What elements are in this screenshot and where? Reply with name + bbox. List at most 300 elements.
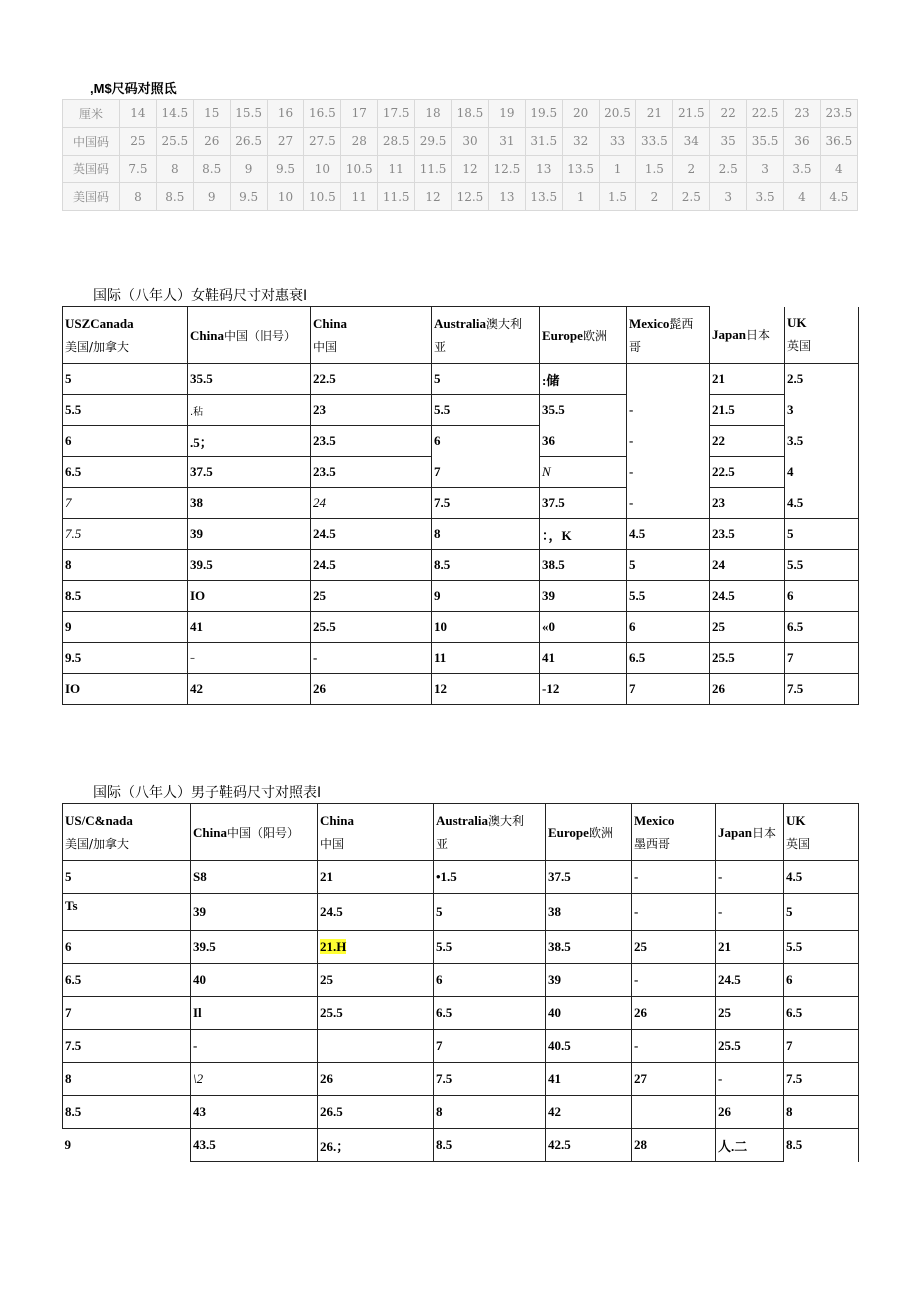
header-en-label: USZCanada [65,315,134,331]
men-size-cell: 7.5 [434,1063,546,1096]
header-en-label: UK [787,315,807,331]
header-en-label: China [190,327,224,343]
kids-chart-row [63,127,858,155]
kids-size-cell: 13 [525,155,562,183]
women-size-row [63,395,859,426]
men-size-cell: - [716,1063,784,1096]
women-size-cell: 24 [311,488,432,519]
women-header-cell [311,307,432,364]
header-en-label: Mexico [629,316,670,331]
men-header-cell [784,804,859,861]
kids-size-cell: 20 [562,100,599,128]
kids-size-cell: 36.5 [820,127,857,155]
men-size-cell: 26.5 [318,1096,434,1129]
kids-size-cell: 26.5 [230,127,267,155]
women-size-cell: 5.5 [785,550,859,581]
men-size-cell: 7 [63,997,191,1030]
men-size-row [63,1129,859,1162]
header-cn-label: 日本 [745,328,770,343]
kids-size-cell: 2.5 [673,183,710,211]
women-size-cell: - [311,643,432,674]
header-cn-label: 英国 [786,836,811,851]
header-en-label: Europe [542,327,583,343]
kids-size-cell: 15.5 [230,100,267,128]
women-size-cell: - [627,488,710,519]
men-size-cell: 7.5 [63,1030,191,1063]
men-size-cell: 38.5 [546,931,632,964]
men-size-cell [318,1030,434,1063]
kids-size-cell: 22.5 [747,100,784,128]
women-size-cell: 39 [540,581,627,612]
men-size-cell: 5 [434,894,546,931]
men-size-cell: 26 [716,1096,784,1129]
men-size-cell: 6 [63,931,191,964]
women-size-cell: 37.5 [188,457,311,488]
men-size-cell: 7 [784,1030,859,1063]
women-size-cell: 3.5 [785,426,859,457]
men-size-row [63,931,859,964]
women-size-cell: 7 [432,457,540,488]
women-size-cell: 9 [432,581,540,612]
women-size-cell: -12 [540,674,627,705]
women-header-cell [785,307,859,364]
kids-size-cell: 8 [156,155,193,183]
kids-size-cell: 9 [230,155,267,183]
kids-size-cell: 1.5 [599,183,636,211]
kids-size-cell: 2 [636,183,673,211]
women-size-cell: 24.5 [311,550,432,581]
men-size-cell: 5.5 [784,931,859,964]
kids-size-cell: 3.5 [784,155,821,183]
header-cn-label: 中国（旧号） [223,328,296,343]
kids-size-cell: 17.5 [378,100,415,128]
kids-size-cell: 22 [710,100,747,128]
kids-size-cell: 13.5 [562,155,599,183]
men-size-cell [318,931,434,964]
women-size-cell: 35.5 [188,364,311,395]
header-cn-label: 澳大利 [486,317,523,331]
header-en-label: China [313,315,347,331]
kids-size-cell: 2.5 [710,155,747,183]
women-size-cell: 42 [188,674,311,705]
men-size-cell: 42.5 [546,1129,632,1162]
men-size-cell: S8 [191,861,318,894]
kids-size-cell: 26 [193,127,230,155]
kids-size-cell: 29.5 [415,127,452,155]
women-header-cell [63,307,188,364]
men-size-cell: 5 [63,861,191,894]
kids-size-cell: 16.5 [304,100,341,128]
women-size-cell: 9 [63,612,188,643]
men-size-cell: 8.5 [784,1129,859,1162]
women-size-cell: 21 [710,364,785,395]
men-size-cell: 7 [434,1030,546,1063]
women-size-row [63,581,859,612]
kids-size-cell: 21 [636,100,673,128]
kids-size-cell: 10.5 [304,183,341,211]
women-size-cell: .5； [188,426,311,457]
men-size-cell: 5.5 [434,931,546,964]
women-size-cell: 7 [785,643,859,674]
kids-size-cell: 11.5 [415,155,452,183]
kids-size-cell: 3 [747,155,784,183]
men-size-cell: 25.5 [716,1030,784,1063]
men-size-cell: 6 [784,964,859,997]
men-size-cell: 40 [546,997,632,1030]
men-size-cell: 43 [191,1096,318,1129]
women-size-cell: 21.5 [710,395,785,426]
men-size-cell: 8 [784,1096,859,1129]
kids-size-cell: 1 [599,155,636,183]
header-en-label: Mexico [634,812,675,828]
women-size-cell: 41 [540,643,627,674]
header-cn-label: 日本 [751,825,776,840]
men-header-row [63,804,859,861]
women-size-cell: 22.5 [311,364,432,395]
men-size-cell: 26 [632,997,716,1030]
kids-size-cell: 8.5 [156,183,193,211]
men-size-cell: 27 [632,1063,716,1096]
men-size-cell: 25 [716,997,784,1030]
women-size-cell: «0 [540,612,627,643]
kids-size-cell: 35.5 [747,127,784,155]
men-size-row [63,964,859,997]
header-cn-label: 澳大利 [488,814,525,828]
women-size-cell: 26 [710,674,785,705]
women-size-cell: 25.5 [311,612,432,643]
kids-size-cell: 3.5 [747,183,784,211]
women-size-cell: 4.5 [785,488,859,519]
men-size-cell: - [632,1030,716,1063]
men-size-cell: - [716,861,784,894]
women-size-cell: 6 [432,426,540,457]
header-cn-label: 美国/加拿大 [65,836,130,851]
men-size-cell: 39 [191,894,318,931]
kids-size-cell: 36 [784,127,821,155]
kids-size-chart [62,99,858,211]
header-cn-label: 欧洲 [582,328,607,343]
kids-size-cell: 16 [267,100,304,128]
kids-size-cell: 4.5 [820,183,857,211]
men-size-cell: 8 [63,1063,191,1096]
women-size-cell: 7.5 [785,674,859,705]
men-size-cell: 21 [716,931,784,964]
kids-size-cell: 2 [673,155,710,183]
kids-size-cell: 1 [562,183,599,211]
men-size-cell: •1.5 [434,861,546,894]
women-size-cell: 5 [432,364,540,395]
men-size-cell: 26 [318,1063,434,1096]
women-size-cell: :储 [540,364,627,395]
women-size-row [63,488,859,519]
men-size-cell: 6.5 [63,964,191,997]
kids-size-cell: 9 [193,183,230,211]
kids-size-cell: 4 [820,155,857,183]
kids-chart-row [63,100,858,128]
kids-size-cell: 3 [710,183,747,211]
kids-size-cell: 34 [673,127,710,155]
women-size-cell: N [540,457,627,488]
women-size-cell: 11 [432,643,540,674]
women-size-cell: 25.5 [710,643,785,674]
men-table-title: 国际（八年人）男子鞋码尺寸对照表I [93,785,322,801]
header-en-label: Japan [712,327,746,343]
women-size-row [63,612,859,643]
kids-size-cell: 14 [120,100,157,128]
men-size-cell: 6.5 [784,997,859,1030]
kids-size-cell: 10 [267,183,304,211]
women-size-cell: 26 [311,674,432,705]
men-header-cell [632,804,716,861]
women-size-cell: 23.5 [311,426,432,457]
women-size-cell: 35.5 [540,395,627,426]
kids-size-cell: 8 [120,183,157,211]
women-size-cell: 8.5 [63,581,188,612]
women-size-cell: 41 [188,612,311,643]
kids-size-cell: 31.5 [525,127,562,155]
men-size-cell: 38 [546,894,632,931]
men-size-cell: 人.二 [716,1129,784,1162]
women-size-cell: 6 [785,581,859,612]
men-size-cell: 9 [63,1129,191,1162]
men-size-cell: 40.5 [546,1030,632,1063]
header-cn-label: 中国 [313,339,338,354]
men-size-row [63,1030,859,1063]
men-size-cell: 40 [191,964,318,997]
men-size-cell: - [632,964,716,997]
women-size-cell: 7 [627,674,710,705]
women-size-cell: 24.5 [710,581,785,612]
kids-size-cell: 20.5 [599,100,636,128]
men-size-cell: 28 [632,1129,716,1162]
men-size-cell: Ts [63,894,191,931]
women-size-cell: - [627,426,710,457]
men-size-cell: 4.5 [784,861,859,894]
kids-size-cell: 19.5 [525,100,562,128]
men-size-row [63,894,859,931]
women-size-cell: 22 [710,426,785,457]
women-size-cell: 9.5 [63,643,188,674]
men-header-cell [546,804,632,861]
header-cn-label: 墨西哥 [634,836,671,851]
men-size-cell: - [632,861,716,894]
header-en-label: US/C&nada [65,812,133,828]
women-header-cell [627,307,710,364]
women-size-cell: - [627,395,710,426]
kids-size-cell: 14.5 [156,100,193,128]
kids-size-cell: 27.5 [304,127,341,155]
men-size-cell: 39 [546,964,632,997]
men-size-cell: - [191,1030,318,1063]
women-size-cell: 7.5 [63,519,188,550]
kids-size-cell: 12 [452,155,489,183]
women-size-cell: 5.5 [627,581,710,612]
header-cn-label-cont: 哥 [629,340,642,354]
women-size-cell: 7.5 [432,488,540,519]
women-table-title: 国际（八年人）女鞋码尺寸对惠衰I [93,288,308,304]
women-size-table [62,306,859,705]
women-size-cell: 7 [63,488,188,519]
men-size-cell: 8.5 [434,1129,546,1162]
women-size-cell: 4.5 [627,519,710,550]
women-size-cell: 4 [785,457,859,488]
men-header-cell [716,804,784,861]
women-header-cell [540,307,627,364]
men-size-cell: 6 [434,964,546,997]
men-header-cell [434,804,546,861]
women-size-row [63,426,859,457]
men-header-cell [63,804,191,861]
header-en-label: Japan [718,824,752,840]
men-size-cell: 42 [546,1096,632,1129]
kids-size-cell: 32 [562,127,599,155]
header-cn-label: 欧洲 [588,825,613,840]
kids-size-cell: 8.5 [193,155,230,183]
header-cn-label: 中国（阳号） [226,825,299,840]
women-size-cell: – [188,643,311,674]
men-size-cell: - [716,894,784,931]
kids-size-cell: 33 [599,127,636,155]
men-size-cell: 21 [318,861,434,894]
women-header-row [63,307,859,364]
women-size-cell: IO [188,581,311,612]
kids-chart-row [63,155,858,183]
kids-size-cell: 18.5 [452,100,489,128]
men-size-cell: 25.5 [318,997,434,1030]
women-size-cell: 23 [311,395,432,426]
kids-size-cell: 9.5 [267,155,304,183]
women-size-cell: IO [63,674,188,705]
women-size-cell: 6.5 [627,643,710,674]
women-header-cell [188,307,311,364]
women-size-cell: 23 [710,488,785,519]
kids-row-label: 美国码 [63,183,120,211]
women-size-cell: 10 [432,612,540,643]
kids-size-cell: 4 [784,183,821,211]
women-size-cell: 39.5 [188,550,311,581]
header-cn-label-cont: 亚 [436,837,449,851]
women-header-cell [710,307,785,364]
header-en-label: Australia [434,316,486,331]
kids-size-cell: 23 [784,100,821,128]
women-size-cell: 25 [710,612,785,643]
kids-size-cell: 11 [341,183,378,211]
kids-size-cell: 25 [120,127,157,155]
header-cn-label-cont: 亚 [434,340,447,354]
kids-size-cell: 11 [378,155,415,183]
men-size-cell: 8.5 [63,1096,191,1129]
women-size-cell: 6 [63,426,188,457]
women-size-cell: 5 [785,519,859,550]
kids-size-cell: 18 [415,100,452,128]
women-size-cell: 3 [785,395,859,426]
men-size-row [63,861,859,894]
men-size-cell: 41 [546,1063,632,1096]
header-en-label: UK [786,812,806,828]
women-size-cell: 36 [540,426,627,457]
men-size-cell: 25 [318,964,434,997]
men-size-row [63,1096,859,1129]
men-size-cell: 8 [434,1096,546,1129]
kids-size-cell: 17 [341,100,378,128]
women-size-cell: 12 [432,674,540,705]
men-size-cell: - [632,894,716,931]
men-size-cell: Il [191,997,318,1030]
header-en-label: Europe [548,824,589,840]
women-size-cell: 22.5 [710,457,785,488]
women-size-row [63,550,859,581]
women-size-cell: 6.5 [785,612,859,643]
men-size-cell: 43.5 [191,1129,318,1162]
women-size-cell: 23.5 [311,457,432,488]
kids-size-cell: 12.5 [452,183,489,211]
women-size-cell: 6.5 [63,457,188,488]
women-size-cell: 38 [188,488,311,519]
kids-row-label: 英国码 [63,155,120,183]
kids-size-cell: 12 [415,183,452,211]
women-size-cell: 24.5 [311,519,432,550]
kids-size-cell: 33.5 [636,127,673,155]
kids-size-cell: 19 [488,100,525,128]
women-size-cell: 6 [627,612,710,643]
women-size-cell: 25 [311,581,432,612]
kids-size-cell: 30 [452,127,489,155]
kids-chart-row [63,183,858,211]
header-cn-label: 髭西 [669,317,694,331]
women-size-cell: 39 [188,519,311,550]
header-cn-label: 英国 [787,339,812,354]
men-size-table [62,803,859,1162]
men-size-row [63,1063,859,1096]
kids-row-label: 厘米 [63,100,120,128]
men-header-cell [318,804,434,861]
kids-size-cell: 28 [341,127,378,155]
women-size-cell: .秥 [188,395,311,426]
kids-size-cell: 25.5 [156,127,193,155]
women-size-cell: ：，K [540,519,627,550]
men-size-cell: 24.5 [716,964,784,997]
men-size-cell: \2 [191,1063,318,1096]
women-size-cell [627,364,710,395]
kids-size-cell: 35 [710,127,747,155]
women-size-row [63,643,859,674]
header-cn-label: 美国/加拿大 [65,339,130,354]
women-size-cell: - [627,457,710,488]
women-size-cell: 8.5 [432,550,540,581]
women-size-cell: 23.5 [710,519,785,550]
women-size-cell: 5.5 [432,395,540,426]
women-size-cell: 24 [710,550,785,581]
kids-size-cell: 9.5 [230,183,267,211]
kids-size-cell: 11.5 [378,183,415,211]
header-cn-label: 中国 [320,836,345,851]
women-size-cell: 37.5 [540,488,627,519]
kids-chart-title: ,M$尺码对照氐 [90,81,177,96]
men-size-cell [632,1096,716,1129]
kids-size-cell: 21.5 [673,100,710,128]
kids-size-cell: 23.5 [820,100,857,128]
kids-size-cell: 13.5 [525,183,562,211]
highlighted-value: 21.H [320,939,347,954]
men-size-cell: 5 [784,894,859,931]
men-header-cell [191,804,318,861]
men-size-cell: 26.； [318,1129,434,1162]
header-en-label: Australia [436,813,488,828]
women-size-row [63,457,859,488]
kids-size-cell: 10.5 [341,155,378,183]
women-size-cell: 5 [627,550,710,581]
kids-size-cell: 28.5 [378,127,415,155]
